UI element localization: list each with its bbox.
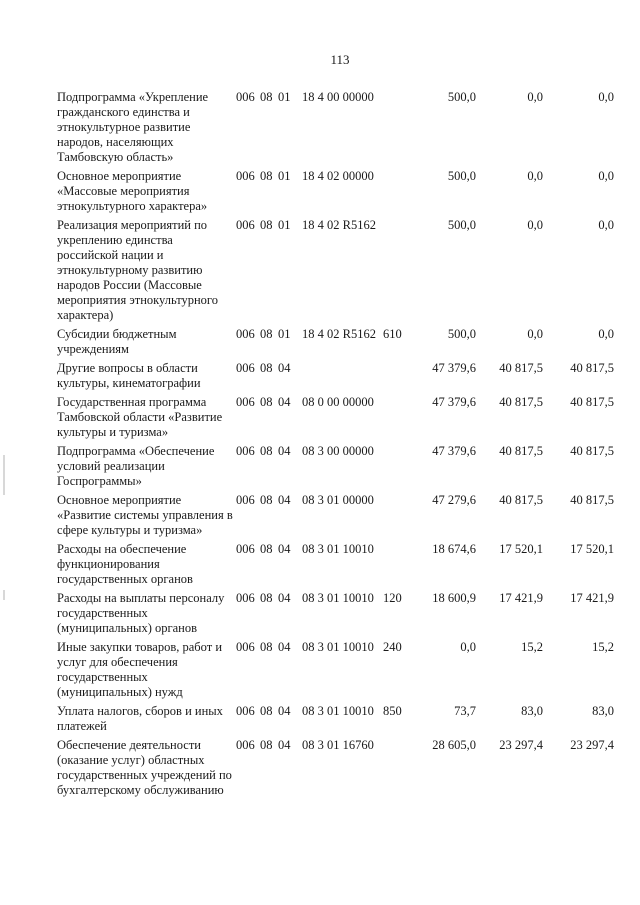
target-article-code: 08 3 01 10010: [302, 704, 374, 718]
expense-type-code: 850: [383, 704, 402, 718]
amount-year-1: 28 605,0: [432, 738, 476, 752]
section-code: 08: [260, 395, 273, 409]
section-code: 08: [260, 444, 273, 458]
section-code: 08: [260, 90, 273, 104]
amount-year-1: 500,0: [447, 169, 476, 183]
table-row: [0, 90, 640, 165]
row-name: Основное мероприятие «Развитие системы управления в сфере культуры и туризма»: [57, 493, 233, 537]
table-row: [0, 169, 640, 214]
section-code: 08: [260, 640, 273, 654]
department-code: 006: [236, 704, 255, 718]
amount-year-2: 17 421,9: [499, 591, 543, 605]
section-code: 08: [260, 704, 273, 718]
subsection-code: 04: [278, 361, 291, 375]
amount-year-1: 500,0: [447, 218, 476, 232]
section-code: 08: [260, 361, 273, 375]
amount-year-1: 47 379,6: [432, 444, 476, 458]
amount-year-3: 15,2: [592, 640, 614, 654]
amount-year-2: 0,0: [527, 218, 543, 232]
row-name: Основное мероприятие «Массовые мероприятия этнокультурного характера»: [57, 169, 208, 213]
amount-year-3: 17 520,1: [570, 542, 614, 556]
amount-year-2: 15,2: [521, 640, 543, 654]
row-name: Государственная программа Тамбовской области «Развитие культуры и туризма»: [57, 395, 223, 439]
amount-year-1: 18 600,9: [432, 591, 476, 605]
amount-year-1: 18 674,6: [432, 542, 476, 556]
amount-year-1: 500,0: [447, 90, 476, 104]
department-code: 006: [236, 327, 255, 341]
target-article-code: 08 3 01 16760: [302, 738, 374, 752]
section-code: 08: [260, 591, 273, 605]
budget-table: [0, 90, 640, 802]
amount-year-1: 47 379,6: [432, 395, 476, 409]
row-name: Обеспечение деятельности (оказание услуг) областных государственных учреждений по бухгалтерскому обслуживанию: [57, 738, 232, 797]
amount-year-3: 83,0: [592, 704, 614, 718]
subsection-code: 04: [278, 395, 291, 409]
subsection-code: 04: [278, 542, 291, 556]
target-article-code: 18 4 02 00000: [302, 169, 374, 183]
department-code: 006: [236, 493, 255, 507]
amount-year-1: 73,7: [454, 704, 476, 718]
amount-year-3: 17 421,9: [570, 591, 614, 605]
amount-year-3: 40 817,5: [570, 444, 614, 458]
subsection-code: 01: [278, 90, 291, 104]
row-name: Расходы на выплаты персоналу государственных (муниципальных) органов: [57, 591, 225, 635]
amount-year-3: 0,0: [598, 218, 614, 232]
subsection-code: 01: [278, 169, 291, 183]
amount-year-3: 0,0: [598, 169, 614, 183]
department-code: 006: [236, 444, 255, 458]
amount-year-2: 23 297,4: [499, 738, 543, 752]
row-name: Субсидии бюджетным учреждениям: [57, 327, 177, 356]
target-article-code: 18 4 02 R5162: [302, 327, 376, 341]
amount-year-2: 0,0: [527, 169, 543, 183]
amount-year-3: 0,0: [598, 90, 614, 104]
table-row: [0, 738, 640, 798]
page-number: 113: [330, 52, 350, 67]
row-name: Подпрограмма «Укрепление гражданского единства и этнокультурное развитие народов, населяющих Тамбовскую область»: [57, 90, 209, 164]
department-code: 006: [236, 542, 255, 556]
target-article-code: 08 3 00 00000: [302, 444, 374, 458]
table-row: [0, 327, 640, 357]
expense-type-code: 240: [383, 640, 402, 654]
amount-year-3: 0,0: [598, 327, 614, 341]
amount-year-2: 83,0: [521, 704, 543, 718]
amount-year-2: 17 520,1: [499, 542, 543, 556]
table-row: [0, 704, 640, 734]
amount-year-3: 40 817,5: [570, 395, 614, 409]
subsection-code: 04: [278, 591, 291, 605]
section-code: 08: [260, 738, 273, 752]
subsection-code: 01: [278, 218, 291, 232]
amount-year-1: 47 279,6: [432, 493, 476, 507]
subsection-code: 01: [278, 327, 291, 341]
amount-year-1: 0,0: [460, 640, 476, 654]
row-name: Другие вопросы в области культуры, кинематографии: [57, 361, 201, 390]
department-code: 006: [236, 90, 255, 104]
row-name: Реализация мероприятий по укреплению единства российской нации и этнокультурному развитию народов России (Массовые мероприятия этнокультурного характера): [57, 218, 218, 322]
row-name: Расходы на обеспечение функционирования государственных органов: [57, 542, 193, 586]
target-article-code: 08 3 01 10010: [302, 591, 374, 605]
subsection-code: 04: [278, 704, 291, 718]
amount-year-3: 40 817,5: [570, 493, 614, 507]
amount-year-2: 40 817,5: [499, 444, 543, 458]
section-code: 08: [260, 327, 273, 341]
subsection-code: 04: [278, 640, 291, 654]
department-code: 006: [236, 218, 255, 232]
table-row: [0, 218, 640, 323]
amount-year-3: 23 297,4: [570, 738, 614, 752]
amount-year-1: 47 379,6: [432, 361, 476, 375]
table-row: [0, 395, 640, 440]
amount-year-2: 40 817,5: [499, 395, 543, 409]
row-name: Подпрограмма «Обеспечение условий реализации Госпрограммы»: [57, 444, 215, 488]
table-row: [0, 444, 640, 489]
section-code: 08: [260, 493, 273, 507]
department-code: 006: [236, 738, 255, 752]
target-article-code: 08 0 00 00000: [302, 395, 374, 409]
amount-year-2: 0,0: [527, 90, 543, 104]
amount-year-2: 40 817,5: [499, 493, 543, 507]
department-code: 006: [236, 395, 255, 409]
section-code: 08: [260, 542, 273, 556]
table-row: [0, 361, 640, 391]
target-article-code: 08 3 01 00000: [302, 493, 374, 507]
department-code: 006: [236, 640, 255, 654]
target-article-code: 18 4 00 00000: [302, 90, 374, 104]
department-code: 006: [236, 591, 255, 605]
department-code: 006: [236, 169, 255, 183]
expense-type-code: 610: [383, 327, 402, 341]
amount-year-3: 40 817,5: [570, 361, 614, 375]
table-row: [0, 591, 640, 636]
amount-year-2: 40 817,5: [499, 361, 543, 375]
section-code: 08: [260, 218, 273, 232]
target-article-code: 08 3 01 10010: [302, 640, 374, 654]
subsection-code: 04: [278, 444, 291, 458]
table-row: [0, 542, 640, 587]
table-row: [0, 493, 640, 538]
subsection-code: 04: [278, 493, 291, 507]
table-row: [0, 640, 640, 700]
expense-type-code: 120: [383, 591, 402, 605]
amount-year-2: 0,0: [527, 327, 543, 341]
target-article-code: 18 4 02 R5162: [302, 218, 376, 232]
department-code: 006: [236, 361, 255, 375]
amount-year-1: 500,0: [447, 327, 476, 341]
target-article-code: 08 3 01 10010: [302, 542, 374, 556]
row-name: Иные закупки товаров, работ и услуг для обеспечения государственных (муниципальных) нужд: [57, 640, 223, 699]
section-code: 08: [260, 169, 273, 183]
row-name: Уплата налогов, сборов и иных платежей: [57, 704, 223, 733]
subsection-code: 04: [278, 738, 291, 752]
